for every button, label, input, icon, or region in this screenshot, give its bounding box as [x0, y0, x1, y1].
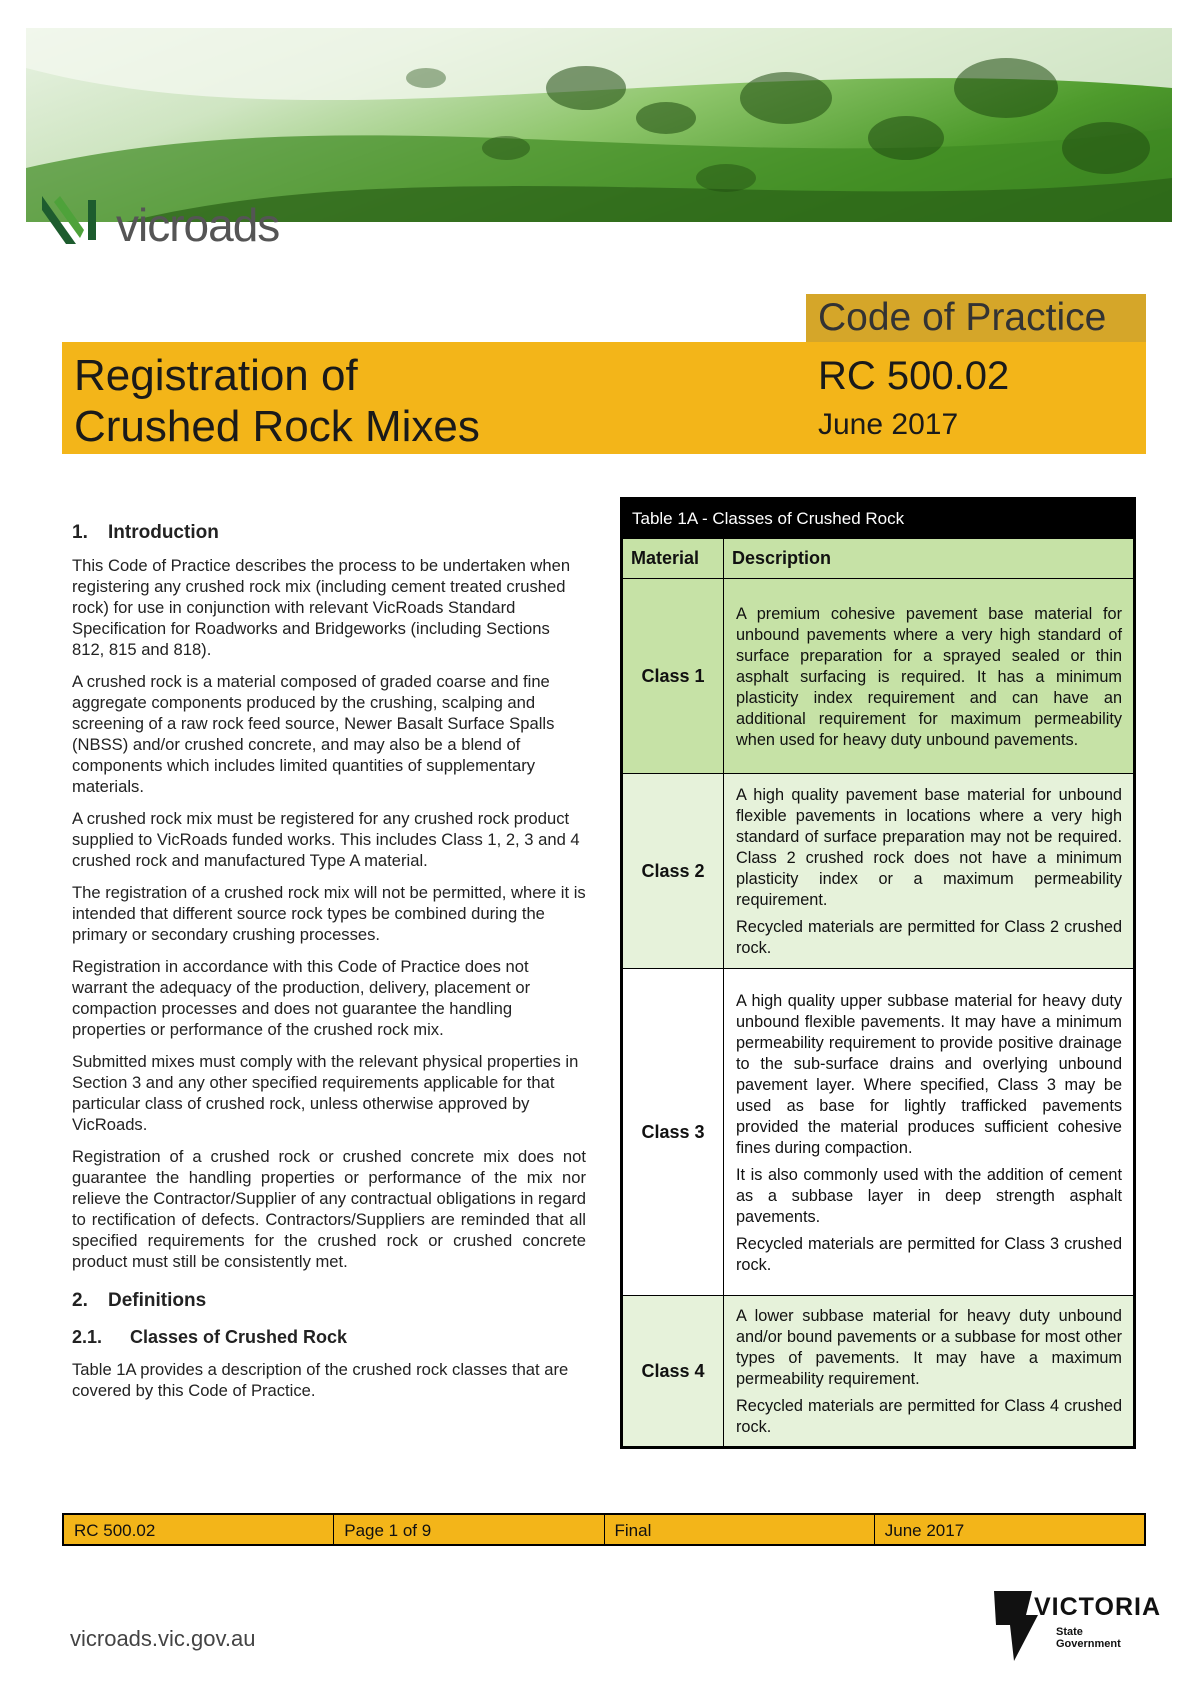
material-cell: Class 1 [623, 579, 724, 774]
table-row [623, 774, 1134, 969]
document-title-line2: Crushed Rock Mixes [74, 402, 480, 451]
victoria-logo-text: VICTORIA [1034, 1593, 1161, 1621]
subsection-heading-classes [72, 1327, 586, 1348]
subsection-title: Classes of Crushed Rock [130, 1327, 348, 1347]
paragraph: Registration of a crushed rock or crushed concrete mix does not guarantee the handling properties or performance of the mix nor relieve the Contractor/Supplier of any contractual obligations in regard to rectification of defects. Contractors/Suppliers are reminded that all specified requirements for the crushed rock or crushed concrete product must still be consistently met. [72, 1147, 586, 1271]
description-text: Recycled materials are permitted for Class 2 crushed rock. [736, 918, 1122, 957]
table-row [623, 579, 1134, 774]
table-row [623, 969, 1134, 1296]
description-cell [724, 774, 1134, 969]
website-link[interactable]: vicroads.vic.gov.au [70, 1626, 256, 1651]
table-header-row [623, 539, 1134, 579]
footer-info-table [62, 1513, 1146, 1546]
material-cell: Class 4 [623, 1296, 724, 1447]
left-column [72, 522, 586, 1412]
description-text: A lower subbase material for heavy duty unbound and/or bound pavements or a subbase for most other types of pavements. It may have a maximum permeability requirement. [736, 1307, 1122, 1388]
description-cell [724, 579, 1134, 774]
state-government-text: State Government [1056, 1626, 1121, 1650]
rc-number: RC 500.02 [818, 354, 1010, 398]
section-title: Introduction [108, 522, 219, 543]
vicroads-logo [40, 190, 310, 260]
description-text: A high quality upper subbase material for heavy duty unbound flexible pavements. It may have a minimum permeability requirement to provide positive drainage to the sub-surface drains and overlying unbound pavement layer. Where specified, Class 3 may be used as base for lightly trafficked pavements provided the material produces sufficient cohesive fines during compaction. [736, 991, 1122, 1157]
paragraph: Submitted mixes must comply with the relevant physical properties in Section 3 and any other specified requirements applicable for that particular class of crushed rock, unless otherwise approved by VicRoads. [72, 1052, 579, 1134]
paragraph: The registration of a crushed rock mix will not be permitted, where it is intended that different source rock types be combined during the primary or secondary crushing processes. [72, 883, 586, 944]
description-text: Recycled materials are permitted for Class 3 crushed rock. [736, 1234, 1122, 1274]
paragraph: A crushed rock is a material composed of graded coarse and fine aggregate components produced by the crushing, scalping and screening of a raw rock feed source, Newer Basalt Surface Spalls (NBSS) and/or crushed concrete, and may also be a blend of components which includes limited quantities of supplementary materials. [72, 672, 555, 796]
paragraph: Registration in accordance with this Code of Practice does not warrant the adequacy of the production, delivery, placement or compaction processes and does not guarantee the handling properties or performance of the crushed rock mix. [72, 957, 531, 1039]
description-cell [724, 1296, 1134, 1447]
table-row [623, 1296, 1134, 1447]
description-text: A high quality pavement base material for unbound flexible pavements in locations where a very high standard of surface preparation may not be required. Class 2 crushed rock does not have a minimum plasticity index or a maximum permeability requirement. [736, 786, 1122, 909]
section-heading-introduction [72, 522, 586, 543]
footer-doc-number: RC 500.02 [64, 1515, 334, 1544]
description-text: It is also commonly used with the addition of cement as a subbase layer in deep strength asphalt pavements. [736, 1165, 1122, 1226]
section-number: 1. [72, 522, 88, 543]
description-cell [724, 969, 1134, 1296]
material-cell: Class 2 [623, 774, 724, 969]
footer-page-number: Page 1 of 9 [334, 1515, 604, 1544]
doc-type-label: Code of Practice [818, 296, 1107, 339]
vicroads-logo-text: vicroads [116, 199, 280, 251]
description-text: Recycled materials are permitted for Class 4 crushed rock. [736, 1397, 1122, 1436]
footer-status: Final [605, 1515, 875, 1544]
subsection-number: 2.1. [72, 1327, 103, 1347]
footer-date: June 2017 [884, 1521, 965, 1540]
publication-date: June 2017 [818, 408, 959, 441]
section-heading-definitions [72, 1290, 586, 1311]
paragraph: This Code of Practice describes the process to be undertaken when registering any crushed rock mix (including cement treated crushed rock) for use in conjunction with relevant VicRoads Standard Specification for Roadworks and Bridgeworks (including Sections 812, 815 and 818). [72, 556, 571, 659]
table-caption: Table 1A - Classes of Crushed Rock [622, 499, 1134, 538]
column-header-description: Description [724, 539, 1134, 579]
description-text: A premium cohesive pavement base material for unbound pavements where a very high standard of surface preparation for a sprayed sealed or thin asphalt surfacing is required. It has a minimum plasticity index requirement and can have an additional requirement for maximum permeability when used for heavy duty unbound pavements. [736, 604, 1122, 749]
document-title [74, 350, 480, 452]
document-title-line1: Registration of [74, 351, 358, 400]
material-cell: Class 3 [623, 969, 724, 1296]
paragraph: Table 1A provides a description of the crushed rock classes that are covered by this Code of Practice. [72, 1360, 569, 1400]
section-number: 2. [72, 1290, 88, 1311]
classes-table [620, 497, 1136, 1449]
vicroads-logo-icon [40, 190, 112, 250]
column-header-material: Material [623, 539, 724, 579]
paragraph: A crushed rock mix must be registered for any crushed rock product supplied to VicRoads funded works. This includes Class 1, 2, 3 and 4 crushed rock and manufactured Type A material. [72, 809, 580, 870]
section-title: Definitions [108, 1290, 207, 1311]
